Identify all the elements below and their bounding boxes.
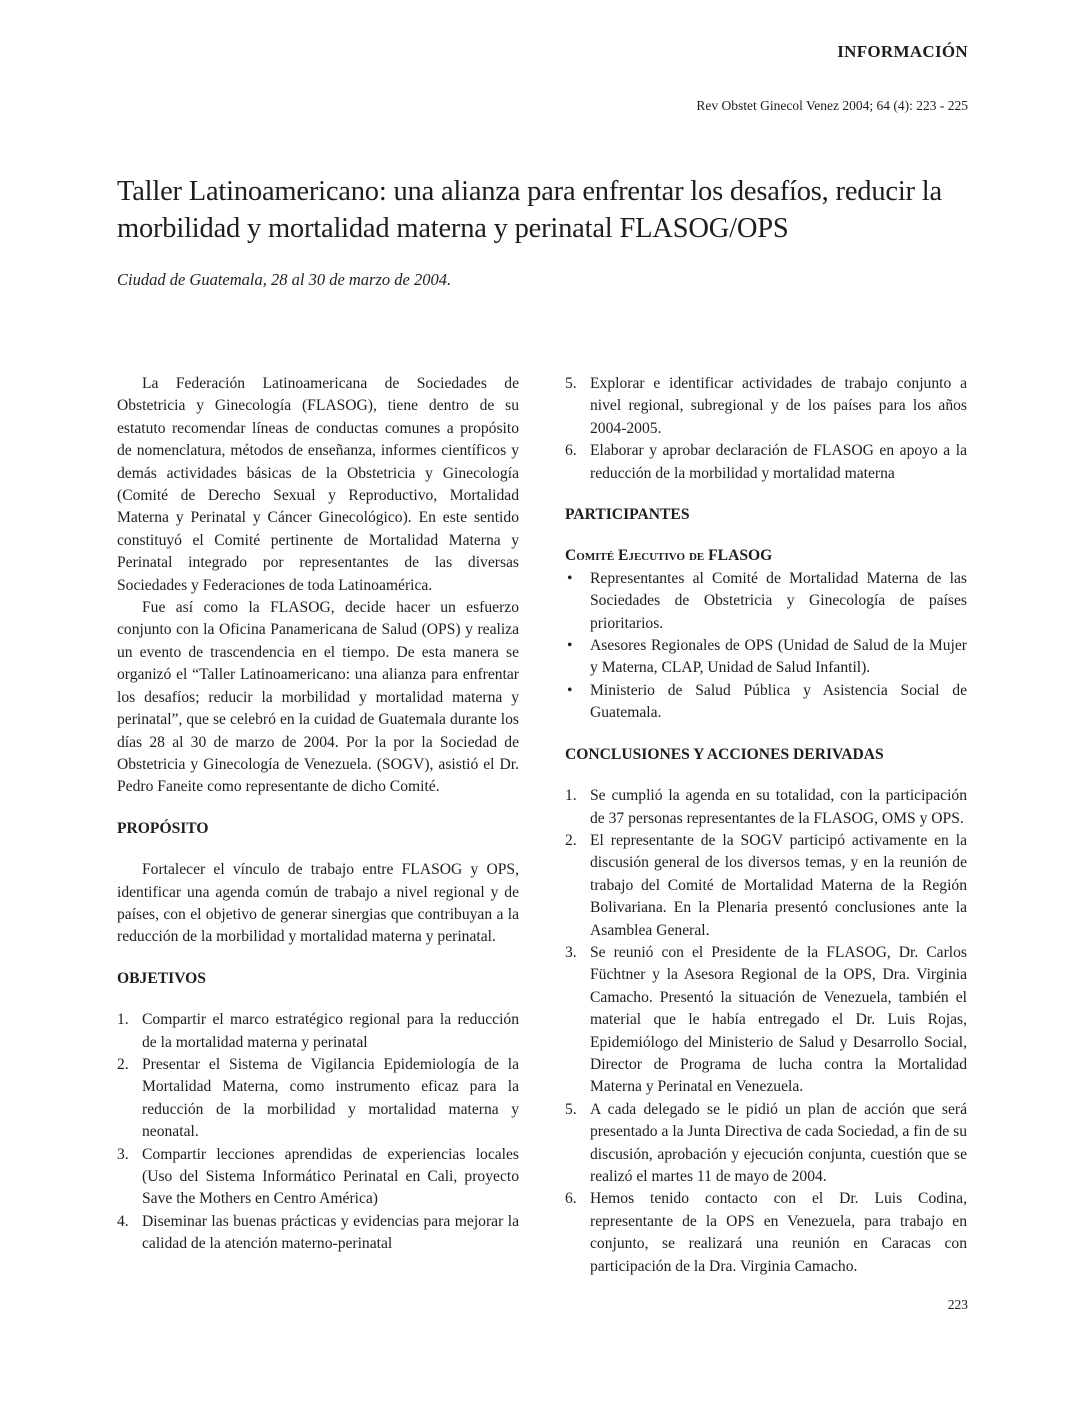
- right-column: [565, 373, 967, 1278]
- bullet-icon: •: [567, 637, 573, 655]
- objetivos-list-continued: [565, 373, 967, 485]
- conclusiones-list: [565, 785, 967, 1278]
- list-item: [117, 1211, 519, 1256]
- item-number: 6.: [565, 442, 577, 460]
- intro-paragraph: Fue así como la FLASOG, decide hacer un esfuerzo conjunto con la Oficina Panamericana de Salud (OPS) y realiza un evento de trascendencia en el tiempo. De esta manera se organizó el “Taller Latinoamericano: una alianza para enfrentar los desafíos; reducir la morbilidad y mortalidad materna y perinatal”, que se celebró en la cuidad de Guatemala durante los días 28 al 30 de marzo de 2004. Por la por la Sociedad de Obstetricia y Ginecología de Venezuela. (SOGV), asistió el Dr. Pedro Faneite como representante de dicho Comité.: [117, 599, 519, 796]
- objetivos-list: [117, 1009, 519, 1255]
- item-text: Se reunió con el Presidente de la FLASOG, Dr. Carlos Füchtner y la Asesora Regional de la OPS, Dra. Virginia Camacho. Presentó la situación de Venezuela, también el material que le había entregado el Dr. Luis Rojas, Epidemiólogo del Ministerio de Salud y Desarrollo Social, Director de Programa de lucha contra la Mortalidad Materna y Perinatal en Venezuela.: [590, 943, 967, 1096]
- proposito-heading: PROPÓSITO: [117, 819, 209, 837]
- article-subtitle: Ciudad de Guatemala, 28 al 30 de marzo de 2004.: [117, 270, 452, 289]
- item-text: Ministerio de Salud Pública y Asistencia Social de Guatemala.: [590, 681, 967, 722]
- item-number: 3.: [117, 1145, 129, 1163]
- comite-subheading: Comité Ejecutivo de FLASOG: [565, 547, 773, 565]
- item-number: 6.: [565, 1190, 577, 1208]
- item-text: El representante de la SOGV participó activamente en la discusión general de los diversos temas, y en la reunión de trabajo del Comité de Mortalidad Materna de la Región Bolivariana. En la Plenaria presentó conclusiones ante la Asamblea General.: [590, 831, 967, 939]
- list-item: [565, 1099, 967, 1189]
- list-item: [565, 568, 967, 635]
- item-number: 4.: [117, 1212, 129, 1230]
- item-number: 1.: [117, 1011, 129, 1029]
- item-number: 5.: [565, 375, 577, 392]
- objetivos-heading: OBJETIVOS: [117, 969, 206, 987]
- article-title: Taller Latinoamericano: una alianza para enfrentar los desafíos, reducir la morbilidad y mortalidad materna y perinatal FLASOG/OPS: [117, 176, 942, 244]
- item-number: 1.: [565, 787, 577, 805]
- list-item: [565, 373, 967, 440]
- item-number: 3.: [565, 943, 577, 961]
- item-text: Hemos tenido contacto con el Dr. Luis Codina, representante de la OPS en Venezuela, para trabajo en conjunto, se realizará una reunión en Caracas con participación de la Dra. Virginia Camacho.: [590, 1190, 967, 1275]
- left-column: [117, 373, 519, 1256]
- item-text: Explorar e identificar actividades de trabajo conjunto a nivel regional, subregional y de los países para los años 2004-2005.: [590, 375, 967, 437]
- item-text: Diseminar las buenas prácticas y evidencias para mejorar la calidad de la atención materno-perinatal: [142, 1212, 519, 1253]
- intro-paragraph: La Federación Latinoamericana de Sociedades de Obstetricia y Ginecología (FLASOG), tiene dentro de su estatuto recomendar líneas de conductas comunes a propósito de nomenclatura, métodos de enseñanza, informes científicos y demás actividades básicas de la Obstetricia y Ginecología (Comité de Derecho Sexual y Reproductivo, Mortalidad Materna y Perinatal y Cáncer Ginecológico). En este sentido constituyó el Comité pertinente de Mortalidad Materna y Perinatal integrado por representantes de las diversas Sociedades y Federaciones de toda Latinoamérica.: [117, 375, 519, 594]
- list-item: [565, 680, 967, 725]
- item-number: 5.: [565, 1100, 577, 1118]
- list-item: [565, 830, 967, 942]
- bullet-icon: •: [567, 681, 573, 699]
- list-item: [117, 1054, 519, 1144]
- list-item: [565, 1188, 967, 1278]
- proposito-text: Fortalecer el vínculo de trabajo entre FLASOG y OPS, identificar una agenda común de trabajo a nivel regional y de países, con el objetivo de generar sinergias que contribuyan a la reducción de la morbilidad y mortalidad materna y perinatal.: [117, 861, 519, 946]
- item-number: 2.: [117, 1055, 129, 1073]
- citation: Rev Obstet Ginecol Venez 2004; 64 (4): 223 - 225: [696, 98, 968, 113]
- item-text: Compartir el marco estratégico regional para la reducción de la mortalidad materna y perinatal: [142, 1011, 519, 1051]
- list-item: [565, 785, 967, 830]
- section-label: INFORMACIÓN: [837, 42, 968, 61]
- item-text: Elaborar y aprobar declaración de FLASOG en apoyo a la reducción de la morbilidad y mortalidad materna: [590, 442, 967, 482]
- participantes-list: [565, 568, 967, 725]
- item-text: Asesores Regionales de OPS (Unidad de Salud de la Mujer y Materna, CLAP, Unidad de Salud Infantil).: [590, 637, 967, 677]
- conclusiones-heading: CONCLUSIONES Y ACCIONES DERIVADAS: [565, 745, 884, 763]
- list-item: [565, 942, 967, 1099]
- page-number: 223: [947, 1297, 968, 1312]
- list-item: [117, 1144, 519, 1211]
- bullet-icon: •: [567, 569, 573, 587]
- item-text: A cada delegado se le pidió un plan de acción que será presentado a la Junta Directiva de cada Sociedad, a fin de su discusión, aprobación y ejecución conjunta, cuestión que se realizó el martes 11 de mayo de 2004.: [590, 1100, 967, 1185]
- participantes-heading: PARTICIPANTES: [565, 506, 690, 524]
- item-text: Representantes al Comité de Mortalidad Materna de las Sociedades de Obstetricia y Ginecología de países prioritarios.: [590, 569, 967, 632]
- item-text: Compartir lecciones aprendidas de experiencias locales (Uso del Sistema Informático Perinatal en Cali, proyecto Save the Mothers en Centro América): [142, 1145, 519, 1208]
- list-item: [565, 440, 967, 485]
- item-text: Presentar el Sistema de Vigilancia Epidemiología de la Mortalidad Materna, como instrumento eficaz para la reducción de la morbilidad y mortalidad materna y neonatal.: [142, 1055, 519, 1141]
- list-item: [117, 1009, 519, 1054]
- list-item: [565, 635, 967, 680]
- item-number: 2.: [565, 831, 577, 849]
- item-text: Se cumplió la agenda en su totalidad, con la participación de 37 personas representantes de la FLASOG, OMS y OPS.: [590, 787, 967, 827]
